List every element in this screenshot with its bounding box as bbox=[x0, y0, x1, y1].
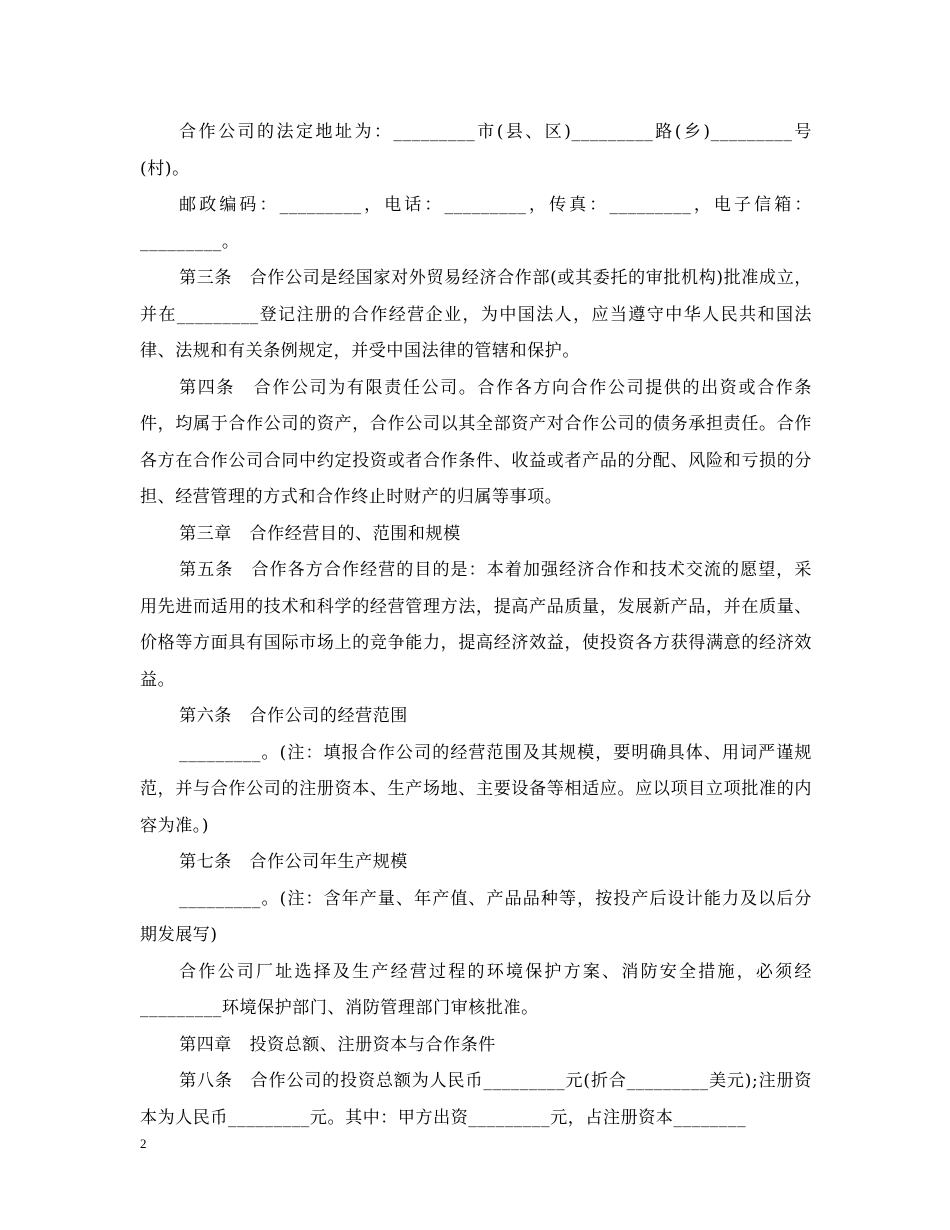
paragraph-environmental-approval: 合作公司厂址选择及生产经营过程的环境保护方案、消防安全措施，必须经_________环境保护部门、消防管理部门审核批准。 bbox=[140, 961, 812, 1018]
article-7-heading: 第七条 合作公司年生产规模 bbox=[179, 852, 408, 872]
paragraph-article-3: 第三条 合作公司是经国家对外贸易经济合作部(或其委托的审批机构)批准成立，并在_________登记注册的合作经营企业，为中国法人，应当遵守中华人民共和国法律、法规和有关条例规定，并受中国法律的管辖和保护。 bbox=[140, 268, 812, 361]
paragraph-legal-address: 合作公司的法定地址为：_________市(县、区)_________路(乡)_________号(村)。 bbox=[140, 122, 812, 179]
document-body bbox=[140, 114, 812, 1136]
chapter-3-heading: 第三章 合作经营目的、范围和规模 bbox=[179, 523, 461, 544]
paragraph-production-scale: _________。(注：含年产量、年产值、产品品种等，按投产后设计能力及以后分期发展写) bbox=[140, 888, 812, 945]
paragraph-article-4: 第四条 合作公司为有限责任公司。合作各方向合作公司提供的出资或合作条件，均属于合作公司的资产，合作公司以其全部资产对合作公司的债务承担责任。合作各方在合作公司合同中约定投资或者合作条件、收益或者产品的分配、风险和亏损的分担、经营管理的方式和合作终止时财产的归属等事项。 bbox=[140, 377, 812, 507]
paragraph-article-5: 第五条 合作各方合作经营的目的是：本着加强经济合作和技术交流的愿望，采用先进而适用的技术和科学的经营管理方法，提高产品质量，发展新产品，并在质量、价格等方面具有国际市场上的竞争能力，提高经济效益，使投资各方获得满意的经济效益。 bbox=[140, 560, 812, 690]
article-6-heading: 第六条 合作公司的经营范围 bbox=[179, 706, 408, 726]
paragraph-business-scope: _________。(注：填报合作公司的经营范围及其规模，要明确具体、用词严谨规范，并与合作公司的注册资本、生产场地、主要设备等相适应。应以项目立项批准的内容为准。) bbox=[140, 742, 812, 836]
page-number: 2 bbox=[140, 1136, 147, 1151]
chapter-4-heading: 第四章 投资总额、注册资本与合作条件 bbox=[179, 1034, 496, 1055]
paragraph-article-8: 第八条 合作公司的投资总额为人民币_________元(折合_________美元);注册资本为人民币_________元。其中：甲方出资_________元，占注册资本________ bbox=[140, 1071, 812, 1128]
paragraph-contact-info: 邮政编码：_________，电话：_________，传真：_________，电子信箱：_________。 bbox=[140, 195, 812, 252]
